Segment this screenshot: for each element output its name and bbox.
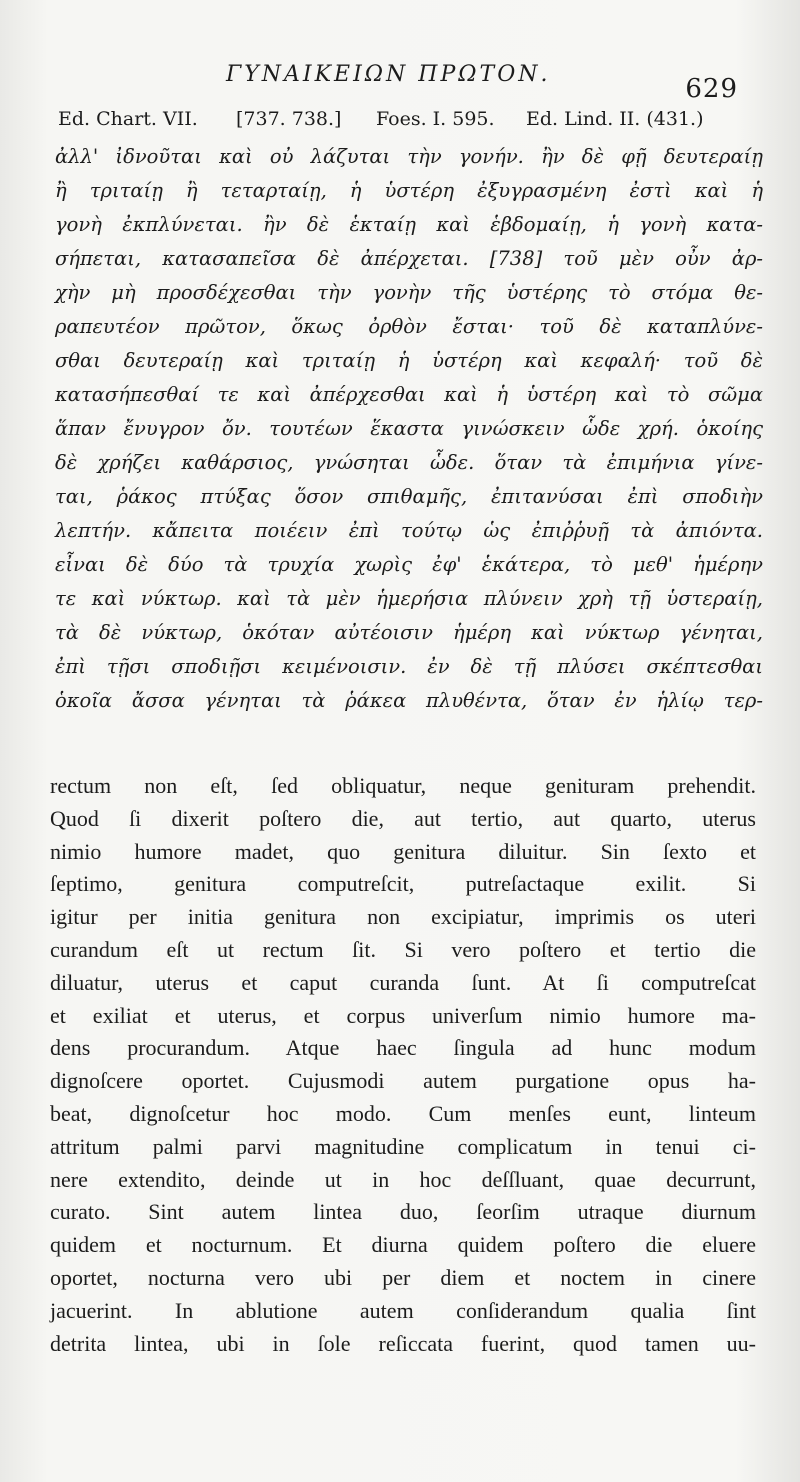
latin-line: curato. Sint autem lintea duo, ſeorſim utraque diurnum	[50, 1199, 756, 1225]
latin-line: jacuerint. In ablutione autem conſiderandum qualia ſint	[50, 1297, 756, 1323]
latin-line: dignoſcere oportet. Cujusmodi autem purgatione opus ha-	[50, 1068, 756, 1094]
greek-line: τὰ δὲ νύκτωρ, ὁκόταν αὐτέοισιν ἡμέρη καὶ νύκτωρ γένηται,	[55, 621, 763, 644]
greek-line: δὲ χρήζει καθάρσιος, γνώσηται ὧδε. ὅταν τὰ ἐπιμήνια γίνε-	[55, 451, 763, 474]
latin-line: rectum non eſt, ſed obliquatur, neque genituram prehendit.	[50, 773, 756, 798]
running-title: ΓΥΝΑΙΚΕΙΩΝ ΠΡΩΤΟΝ.	[226, 62, 551, 87]
ref-page-bracket: [737. 738.]	[236, 108, 342, 130]
edition-references	[58, 108, 758, 138]
greek-line: χὴν μὴ προσδέχεσθαι τὴν γονὴν τῆς ὑστέρης τὸ στόμα θε-	[55, 281, 763, 304]
latin-line: diluatur, uterus et caput curanda ſunt. At ſi computreſcat	[50, 969, 756, 995]
latin-line: ſeptimo, genitura computreſcit, putreſactaque exilit. Si	[50, 871, 756, 897]
greek-line: σήπεται, κατασαπεῖσα δὲ ἀπέρχεται. [738] τοῦ μὲν οὖν ἀρ-	[55, 247, 763, 270]
latin-line: beat, dignoſcetur hoc modo. Cum menſes eunt, linteum	[50, 1100, 756, 1126]
page-number: 629	[685, 74, 738, 104]
latin-line: nere extendito, deinde ut in hoc deſſluant, quae decurrunt,	[50, 1166, 756, 1192]
latin-line: attritum palmi parvi magnitudine complicatum in tenui ci-	[50, 1133, 756, 1159]
latin-line: quidem et nocturnum. Et diurna quidem poſtero die eluere	[50, 1232, 756, 1258]
latin-line: Quod ſi dixerit poſtero die, aut tertio, aut quarto, uterus	[50, 805, 756, 831]
greek-line: λεπτήν. κἄπειτα ποιέειν ἐπὶ τούτῳ ὡς ἐπιῤῥυῇ τὰ ἀπιόντα.	[55, 519, 763, 542]
greek-line: ἐπὶ τῇσι σποδιῇσι κειμένοισιν. ἐν δὲ τῇ πλύσει σκέπτεσθαι	[55, 655, 763, 678]
greek-line: ραπευτέον πρῶτον, ὅκως ὀρθὸν ἔσται· τοῦ δὲ καταπλύνε-	[55, 315, 763, 338]
greek-line: ἅπαν ἔνυγρον ὄν. τουτέων ἕκαστα γινώσκειν ὧδε χρή. ὁκοίης	[55, 417, 763, 440]
latin-line: oportet, nocturna vero ubi per diem et noctem in cinere	[50, 1264, 756, 1290]
greek-line: εἶναι δὲ δύο τὰ τρυχία χωρὶς ἐφ' ἑκάτερα, τὸ μεθ' ἡμέρην	[55, 553, 763, 576]
greek-line: ἀλλ' ἰδνοῦται καὶ οὐ λάζυται τὴν γονήν. ἢν δὲ φῇ δευτεραίῃ	[55, 145, 763, 168]
ref-linden: Ed. Lind. II. (431.)	[526, 108, 704, 130]
latin-line: igitur per initia genitura non excipiatur, imprimis os uteri	[50, 904, 756, 930]
ref-foesius: Foes. I. 595.	[376, 108, 495, 130]
running-head	[0, 62, 800, 102]
latin-line: et exiliat et uterus, et corpus univerſum nimio humore ma-	[50, 1002, 756, 1028]
greek-line: ται, ῥάκος πτύξας ὅσον σπιθαμῆς, ἐπιτανύσαι ἐπὶ σποδιὴν	[55, 485, 763, 508]
latin-line: curandum eſt ut rectum ſit. Si vero poſtero et tertio die	[50, 936, 756, 962]
greek-line: γονὴ ἐκπλύνεται. ἢν δὲ ἑκταίῃ καὶ ἑβδομαίῃ, ἡ γονὴ κατα-	[55, 213, 763, 236]
greek-text	[55, 140, 763, 718]
latin-line: detrita lintea, ubi in ſole reſiccata fuerint, quod tamen uu-	[50, 1330, 756, 1356]
latin-line: nimio humore madet, quo genitura diluitur. Sin ſexto et	[50, 838, 756, 864]
ref-chartier: Ed. Chart. VII.	[58, 108, 198, 130]
latin-translation	[50, 770, 756, 1360]
greek-line: ἢ τριταίῃ ἢ τεταρταίῃ, ἡ ὑστέρη ἐξυγρασμένη ἐστὶ καὶ ἡ	[55, 179, 763, 202]
greek-line: σθαι δευτεραίῃ καὶ τριταίῃ ἡ ὑστέρη καὶ κεφαλή· τοῦ δὲ	[55, 349, 763, 372]
greek-line: τε καὶ νύκτωρ. καὶ τὰ μὲν ἡμερήσια πλύνειν χρὴ τῇ ὑστεραίῃ,	[55, 587, 763, 610]
latin-line: dens procurandum. Atque haec ſingula ad hunc modum	[50, 1035, 756, 1061]
greek-line: κατασήπεσθαί τε καὶ ἀπέρχεσθαι καὶ ἡ ὑστέρη καὶ τὸ σῶμα	[55, 383, 763, 406]
greek-line: ὁκοῖα ἄσσα γένηται τὰ ῥάκεα πλυθέντα, ὅταν ἐν ἡλίῳ τερ-	[55, 689, 763, 712]
